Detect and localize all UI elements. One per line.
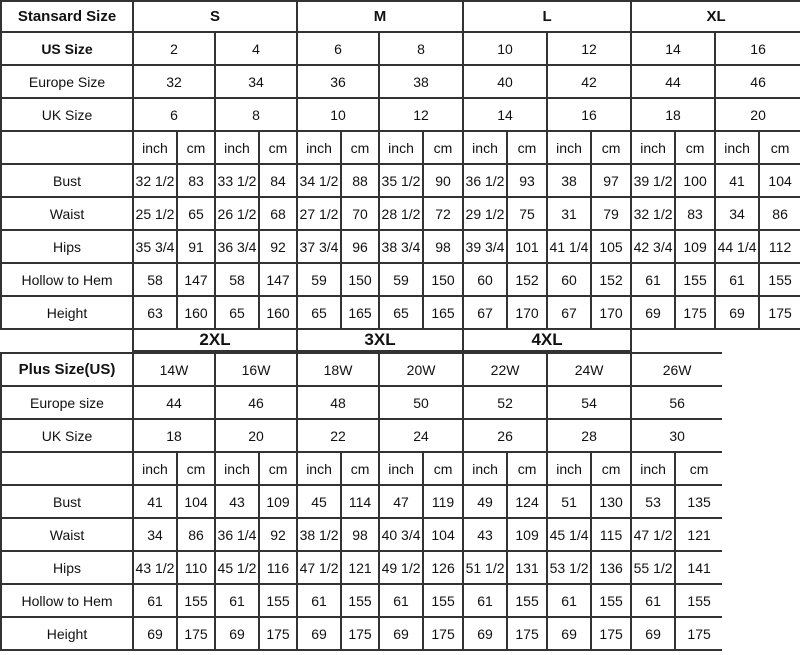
measure-value: 155 — [177, 584, 215, 617]
size-value: 38 — [379, 65, 463, 98]
measure-value: 60 — [463, 263, 507, 296]
measure-value: 38 1/2 — [297, 518, 341, 551]
measure-value: 155 — [675, 263, 715, 296]
measure-label: Hollow to Hem — [1, 584, 133, 617]
measure-value: 98 — [341, 518, 379, 551]
size-value: 44 — [631, 65, 715, 98]
measure-label: Bust — [1, 485, 133, 518]
measure-value: 43 — [463, 518, 507, 551]
measure-value: 92 — [259, 518, 297, 551]
measure-value: 35 1/2 — [379, 164, 423, 197]
plus-size-header: 20W — [379, 353, 463, 386]
unit-label: inch — [463, 452, 507, 485]
row-label: Europe Size — [1, 65, 133, 98]
measure-value: 86 — [177, 518, 215, 551]
measure-value: 32 1/2 — [133, 164, 177, 197]
measure-value: 47 — [379, 485, 423, 518]
measure-value: 165 — [341, 296, 379, 329]
size-value: 34 — [215, 65, 297, 98]
table-row — [1, 419, 723, 452]
size-value: 52 — [463, 386, 547, 419]
unit-label: cm — [177, 452, 215, 485]
measure-value: 34 1/2 — [297, 164, 341, 197]
measure-value: 63 — [133, 296, 177, 329]
unit-label: cm — [675, 131, 715, 164]
size-value: 20 — [215, 419, 297, 452]
measure-value: 150 — [341, 263, 379, 296]
measure-value: 104 — [759, 164, 800, 197]
measure-value: 61 — [133, 584, 177, 617]
measure-label: Height — [1, 617, 133, 650]
measure-value: 65 — [177, 197, 215, 230]
measure-value: 155 — [675, 584, 723, 617]
unit-label: inch — [463, 131, 507, 164]
measure-value: 92 — [259, 230, 297, 263]
measure-value: 59 — [379, 263, 423, 296]
measure-value: 32 1/2 — [631, 197, 675, 230]
measure-value: 109 — [675, 230, 715, 263]
measure-value: 104 — [423, 518, 463, 551]
size-value: 36 — [297, 65, 379, 98]
size-value: 16 — [715, 32, 800, 65]
measure-value: 41 1/4 — [547, 230, 591, 263]
measure-label: Height — [1, 296, 133, 329]
measure-value: 91 — [177, 230, 215, 263]
plus-size-divider-label: 2XL — [133, 329, 297, 351]
measure-value: 152 — [507, 263, 547, 296]
measure-value: 61 — [463, 584, 507, 617]
size-value: 14 — [631, 32, 715, 65]
measure-value: 43 1/2 — [133, 551, 177, 584]
measure-value: 69 — [631, 296, 675, 329]
measure-label: Waist — [1, 197, 133, 230]
measure-value: 105 — [591, 230, 631, 263]
unit-label: cm — [759, 131, 800, 164]
measure-value: 61 — [631, 584, 675, 617]
measure-value: 58 — [133, 263, 177, 296]
blank-area — [722, 352, 800, 655]
row-label: Europe size — [1, 386, 133, 419]
measure-value: 59 — [297, 263, 341, 296]
measure-value: 83 — [675, 197, 715, 230]
size-value: 12 — [379, 98, 463, 131]
size-value: 6 — [297, 32, 379, 65]
size-group-header: M — [297, 1, 463, 32]
measure-value: 79 — [591, 197, 631, 230]
measure-value: 38 3/4 — [379, 230, 423, 263]
measure-value: 69 — [715, 296, 759, 329]
units-corner — [1, 452, 133, 485]
measure-value: 170 — [507, 296, 547, 329]
unit-label: cm — [507, 452, 547, 485]
plus-size-header: 16W — [215, 353, 297, 386]
measure-value: 112 — [759, 230, 800, 263]
measure-value: 131 — [507, 551, 547, 584]
measure-value: 109 — [507, 518, 547, 551]
measure-value: 67 — [463, 296, 507, 329]
measure-value: 155 — [259, 584, 297, 617]
table-row — [1, 197, 800, 230]
measure-value: 121 — [675, 518, 723, 551]
size-value: 32 — [133, 65, 215, 98]
measure-value: 109 — [259, 485, 297, 518]
measure-value: 35 3/4 — [133, 230, 177, 263]
measure-value: 33 1/2 — [215, 164, 259, 197]
unit-label: cm — [675, 452, 723, 485]
measure-value: 175 — [259, 617, 297, 650]
measure-value: 152 — [591, 263, 631, 296]
size-value: 16 — [547, 98, 631, 131]
measure-value: 43 — [215, 485, 259, 518]
size-value: 4 — [215, 32, 297, 65]
measure-label: Bust — [1, 164, 133, 197]
measure-value: 141 — [675, 551, 723, 584]
measure-value: 38 — [547, 164, 591, 197]
measure-value: 124 — [507, 485, 547, 518]
size-value: 10 — [463, 32, 547, 65]
measure-value: 147 — [177, 263, 215, 296]
row-label: UK Size — [1, 98, 133, 131]
plus-size-divider-label: 3XL — [297, 329, 463, 351]
measure-value: 110 — [177, 551, 215, 584]
measure-value: 69 — [547, 617, 591, 650]
measure-value: 115 — [591, 518, 631, 551]
plus-header-label: Plus Size(US) — [1, 353, 133, 386]
measure-value: 84 — [259, 164, 297, 197]
table-row — [1, 164, 800, 197]
size-value: 56 — [631, 386, 723, 419]
standard-header-label: Stansard Size — [1, 1, 133, 32]
table-row — [1, 131, 800, 164]
measure-value: 26 1/2 — [215, 197, 259, 230]
table-row — [1, 386, 723, 419]
measure-value: 60 — [547, 263, 591, 296]
size-value: 54 — [547, 386, 631, 419]
measure-value: 53 — [631, 485, 675, 518]
measure-value: 69 — [215, 617, 259, 650]
measure-value: 61 — [379, 584, 423, 617]
size-value: 14 — [463, 98, 547, 131]
measure-value: 45 1/4 — [547, 518, 591, 551]
measure-value: 45 1/2 — [215, 551, 259, 584]
table-row — [1, 617, 723, 650]
measure-value: 36 1/2 — [463, 164, 507, 197]
size-group-header: L — [463, 1, 631, 32]
measure-value: 165 — [423, 296, 463, 329]
measure-value: 160 — [259, 296, 297, 329]
measure-value: 65 — [379, 296, 423, 329]
plus-size-table — [0, 352, 724, 651]
measure-value: 65 — [297, 296, 341, 329]
measure-value: 41 — [715, 164, 759, 197]
measure-value: 155 — [591, 584, 631, 617]
measure-value: 119 — [423, 485, 463, 518]
measure-value: 121 — [341, 551, 379, 584]
unit-label: inch — [133, 131, 177, 164]
measure-value: 155 — [423, 584, 463, 617]
measure-value: 58 — [215, 263, 259, 296]
measure-value: 155 — [507, 584, 547, 617]
measure-value: 104 — [177, 485, 215, 518]
measure-value: 155 — [759, 263, 800, 296]
measure-value: 130 — [591, 485, 631, 518]
measure-value: 68 — [259, 197, 297, 230]
table-row — [1, 296, 800, 329]
measure-value: 41 — [133, 485, 177, 518]
size-value: 46 — [715, 65, 800, 98]
unit-label: inch — [547, 452, 591, 485]
unit-label: inch — [215, 452, 259, 485]
size-value: 50 — [379, 386, 463, 419]
measure-value: 126 — [423, 551, 463, 584]
table-row — [1, 65, 800, 98]
unit-label: inch — [379, 452, 423, 485]
measure-value: 69 — [379, 617, 423, 650]
size-value: 20 — [715, 98, 800, 131]
measure-value: 160 — [177, 296, 215, 329]
measure-value: 175 — [759, 296, 800, 329]
plus-size-header: 26W — [631, 353, 723, 386]
measure-value: 69 — [297, 617, 341, 650]
measure-value: 175 — [591, 617, 631, 650]
size-group-header: S — [133, 1, 297, 32]
measure-value: 34 — [133, 518, 177, 551]
measure-label: Hollow to Hem — [1, 263, 133, 296]
measure-value: 40 3/4 — [379, 518, 423, 551]
size-value: 12 — [547, 32, 631, 65]
size-value: 2 — [133, 32, 215, 65]
size-value: 46 — [215, 386, 297, 419]
measure-value: 147 — [259, 263, 297, 296]
measure-value: 93 — [507, 164, 547, 197]
size-group-header: XL — [631, 1, 800, 32]
divider-spacer — [631, 329, 800, 351]
table-row — [1, 518, 723, 551]
measure-value: 98 — [423, 230, 463, 263]
size-value: 18 — [133, 419, 215, 452]
measure-value: 28 1/2 — [379, 197, 423, 230]
unit-label: inch — [379, 131, 423, 164]
measure-value: 36 1/4 — [215, 518, 259, 551]
measure-value: 51 1/2 — [463, 551, 507, 584]
table-row — [1, 263, 800, 296]
measure-value: 175 — [177, 617, 215, 650]
measure-value: 170 — [591, 296, 631, 329]
unit-label: cm — [259, 452, 297, 485]
measure-value: 100 — [675, 164, 715, 197]
unit-label: cm — [591, 131, 631, 164]
measure-value: 31 — [547, 197, 591, 230]
unit-label: inch — [631, 131, 675, 164]
plus-size-divider-label: 4XL — [463, 329, 631, 351]
measure-value: 61 — [215, 584, 259, 617]
size-value: 8 — [379, 32, 463, 65]
measure-value: 67 — [547, 296, 591, 329]
table-row — [1, 230, 800, 263]
divider-spacer — [1, 329, 133, 351]
size-value: 22 — [297, 419, 379, 452]
measure-value: 39 1/2 — [631, 164, 675, 197]
measure-value: 65 — [215, 296, 259, 329]
measure-value: 45 — [297, 485, 341, 518]
measure-value: 34 — [715, 197, 759, 230]
measure-value: 61 — [547, 584, 591, 617]
table-row — [1, 452, 723, 485]
table-row — [1, 584, 723, 617]
measure-value: 25 1/2 — [133, 197, 177, 230]
plus-size-header: 22W — [463, 353, 547, 386]
size-value: 30 — [631, 419, 723, 452]
unit-label: inch — [547, 131, 591, 164]
measure-value: 70 — [341, 197, 379, 230]
measure-value: 61 — [297, 584, 341, 617]
measure-value: 27 1/2 — [297, 197, 341, 230]
measure-value: 49 1/2 — [379, 551, 423, 584]
units-corner — [1, 131, 133, 164]
size-value: 48 — [297, 386, 379, 419]
measure-value: 83 — [177, 164, 215, 197]
measure-value: 44 1/4 — [715, 230, 759, 263]
measure-value: 61 — [631, 263, 675, 296]
size-value: 40 — [463, 65, 547, 98]
plus-size-header: 14W — [133, 353, 215, 386]
row-label: UK Size — [1, 419, 133, 452]
table-row — [1, 353, 723, 386]
measure-value: 42 3/4 — [631, 230, 675, 263]
measure-value: 90 — [423, 164, 463, 197]
measure-value: 55 1/2 — [631, 551, 675, 584]
measure-value: 37 3/4 — [297, 230, 341, 263]
unit-label: cm — [177, 131, 215, 164]
unit-label: cm — [591, 452, 631, 485]
measure-value: 69 — [463, 617, 507, 650]
table-row — [1, 329, 800, 351]
measure-value: 36 3/4 — [215, 230, 259, 263]
size-value: 42 — [547, 65, 631, 98]
table-row — [1, 485, 723, 518]
measure-value: 114 — [341, 485, 379, 518]
measure-value: 175 — [423, 617, 463, 650]
measure-value: 86 — [759, 197, 800, 230]
measure-value: 61 — [715, 263, 759, 296]
table-row — [1, 551, 723, 584]
size-value: 8 — [215, 98, 297, 131]
measure-value: 97 — [591, 164, 631, 197]
unit-label: inch — [715, 131, 759, 164]
measure-value: 47 1/2 — [297, 551, 341, 584]
measure-value: 49 — [463, 485, 507, 518]
size-value: 26 — [463, 419, 547, 452]
measure-value: 88 — [341, 164, 379, 197]
table-row — [1, 32, 800, 65]
measure-value: 69 — [631, 617, 675, 650]
plus-size-header: 18W — [297, 353, 379, 386]
unit-label: inch — [215, 131, 259, 164]
measure-value: 135 — [675, 485, 723, 518]
measure-value: 47 1/2 — [631, 518, 675, 551]
size-value: 10 — [297, 98, 379, 131]
unit-label: cm — [341, 131, 379, 164]
size-value: 18 — [631, 98, 715, 131]
unit-label: inch — [297, 452, 341, 485]
plus-size-header: 24W — [547, 353, 631, 386]
measure-value: 175 — [341, 617, 379, 650]
table-row — [1, 1, 800, 32]
unit-label: cm — [423, 131, 463, 164]
measure-value: 175 — [675, 617, 723, 650]
measure-value: 116 — [259, 551, 297, 584]
size-value: 6 — [133, 98, 215, 131]
measure-label: Hips — [1, 230, 133, 263]
measure-value: 101 — [507, 230, 547, 263]
size-value: 44 — [133, 386, 215, 419]
size-value: 24 — [379, 419, 463, 452]
unit-label: cm — [507, 131, 547, 164]
measure-value: 51 — [547, 485, 591, 518]
unit-label: inch — [297, 131, 341, 164]
measure-value: 175 — [675, 296, 715, 329]
unit-label: cm — [259, 131, 297, 164]
measure-value: 29 1/2 — [463, 197, 507, 230]
measure-value: 69 — [133, 617, 177, 650]
unit-label: cm — [341, 452, 379, 485]
size-value: 28 — [547, 419, 631, 452]
measure-value: 75 — [507, 197, 547, 230]
measure-value: 96 — [341, 230, 379, 263]
measure-value: 72 — [423, 197, 463, 230]
measure-label: Waist — [1, 518, 133, 551]
measure-value: 155 — [341, 584, 379, 617]
measure-value: 150 — [423, 263, 463, 296]
measure-value: 53 1/2 — [547, 551, 591, 584]
unit-label: inch — [631, 452, 675, 485]
table-row — [1, 98, 800, 131]
measure-value: 175 — [507, 617, 547, 650]
unit-label: inch — [133, 452, 177, 485]
measure-label: Hips — [1, 551, 133, 584]
measure-value: 136 — [591, 551, 631, 584]
measure-value: 39 3/4 — [463, 230, 507, 263]
row-label: US Size — [1, 32, 133, 65]
unit-label: cm — [423, 452, 463, 485]
